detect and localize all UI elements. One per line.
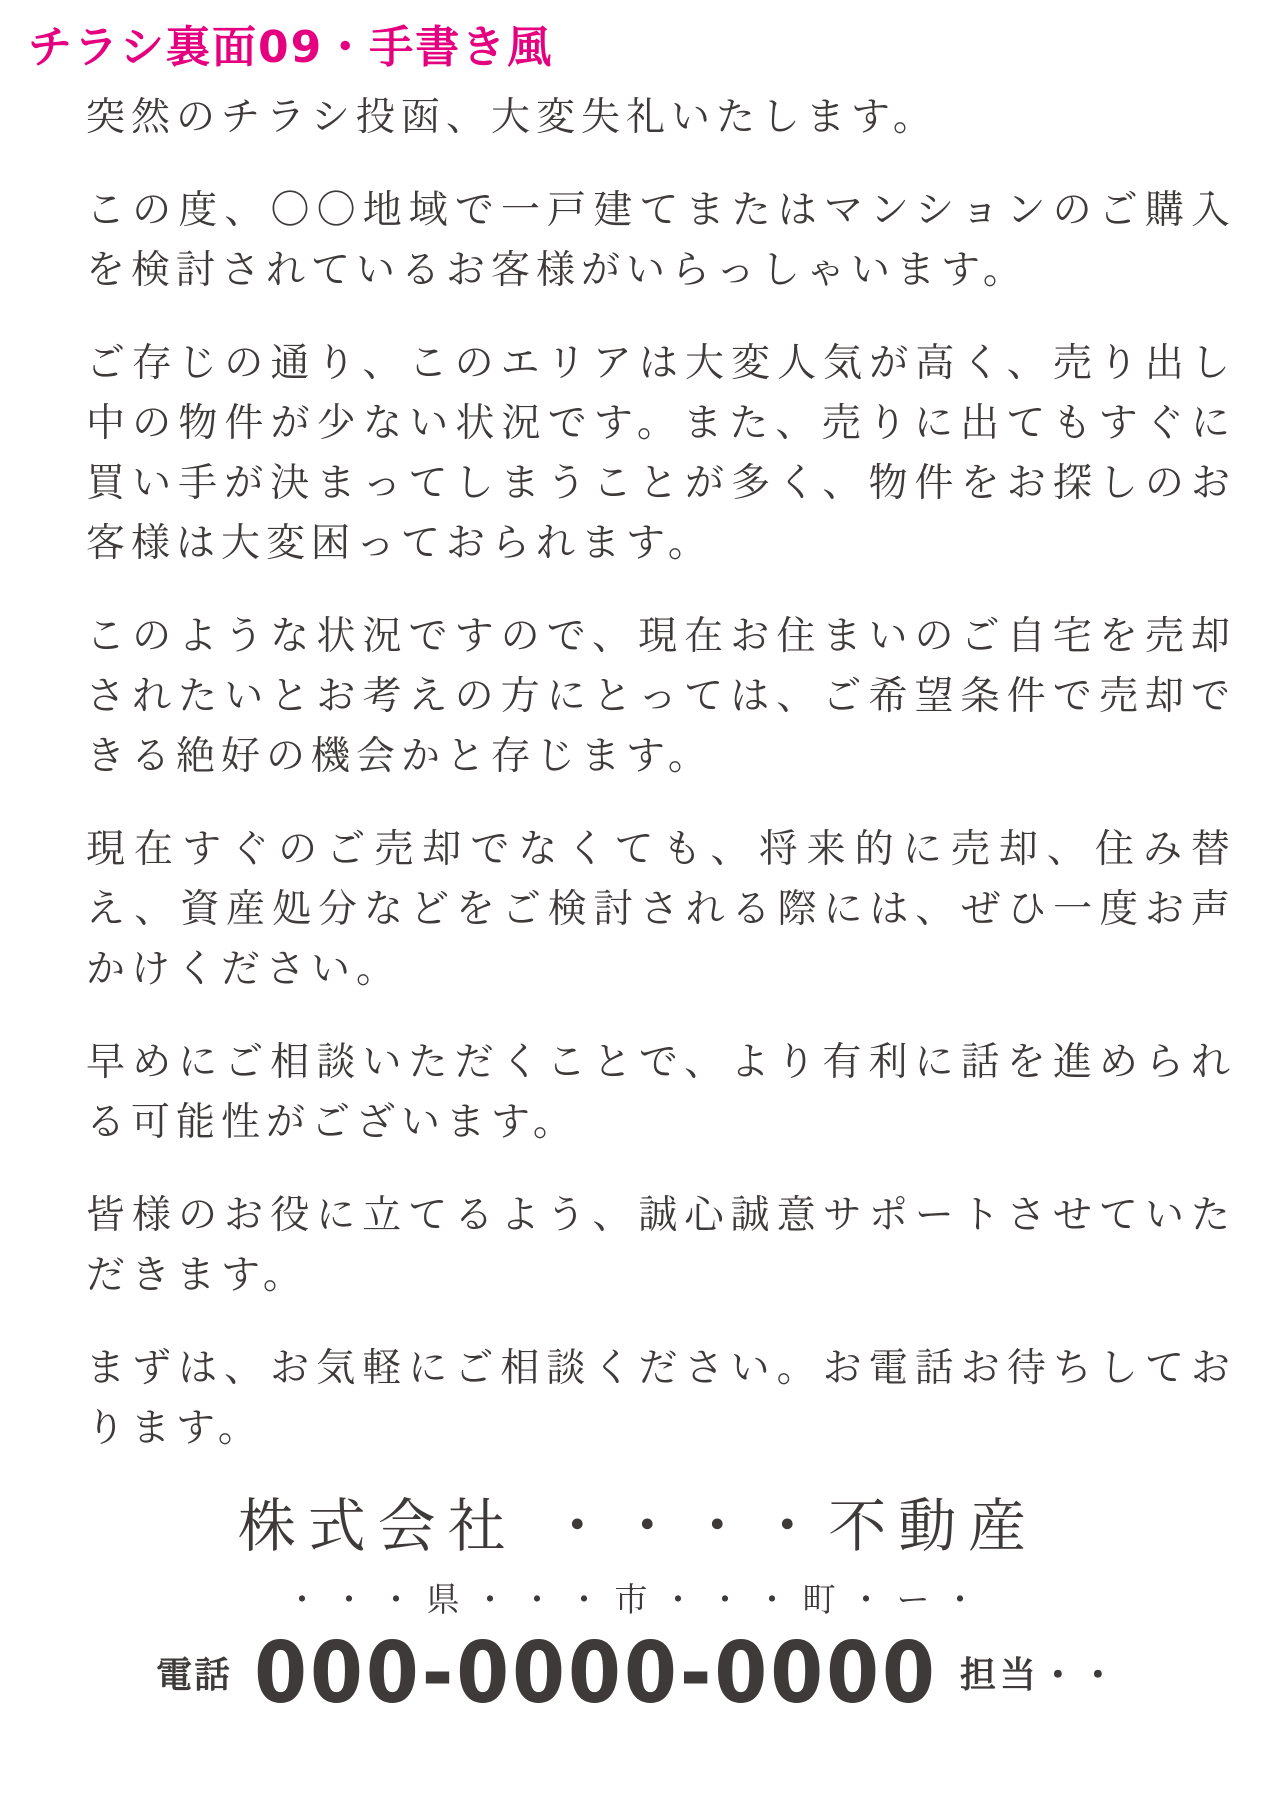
paragraph-market-situation: ご存じの通り、このエリアは大変人気が高く、売り出し中の物件が少ない状況です。また、売りに出てもすぐに買い手が決まってしまうことが多く、物件をお探しのお客様は大変困っておられます。 (86, 341, 1236, 567)
company-address: ・・・県・・・市・・・町・ー・ (285, 1579, 991, 1619)
paragraph-early-consult: 早めにご相談いただくことで、より有利に話を進められる可能性がございます。 (86, 1040, 1236, 1146)
contact-person-label: 担当・・ (959, 1655, 1120, 1697)
paragraph-greeting: 突然のチラシ投函、大変失礼いたします。 (86, 95, 938, 141)
flyer-footer (58, 1492, 1218, 1723)
paragraph-closing: まずは、お気軽にご相談ください。お電話お待ちしております。 (86, 1346, 1236, 1452)
phone-row (58, 1622, 1218, 1723)
paragraph-opportunity: このような状況ですので、現在お住まいのご自宅を売却されたいとお考えの方にとっては、ご希望条件で売却できる絶好の機会かと存じます。 (86, 614, 1236, 780)
page-title: チラシ裏面09・手書き風 (28, 22, 554, 73)
phone-number: 000-0000-0000 (254, 1622, 938, 1723)
phone-label: 電話 (156, 1655, 233, 1697)
paragraph-future-consult: 現在すぐのご売却でなくても、将来的に売却、住み替え、資産処分などをご検討される際には、ぜひ一度お声かけください。 (86, 827, 1236, 993)
paragraph-support: 皆様のお役に立てるよう、誠心誠意サポートさせていただきます。 (86, 1193, 1236, 1299)
company-name: 株式会社 ・・・・不動産 (237, 1492, 1039, 1561)
paragraph-buyer-notice: この度、〇〇地域で一戸建てまたはマンションのご購入を検討されているお客様がいらっしゃいます。 (86, 188, 1236, 294)
flyer-body (86, 88, 1236, 1459)
